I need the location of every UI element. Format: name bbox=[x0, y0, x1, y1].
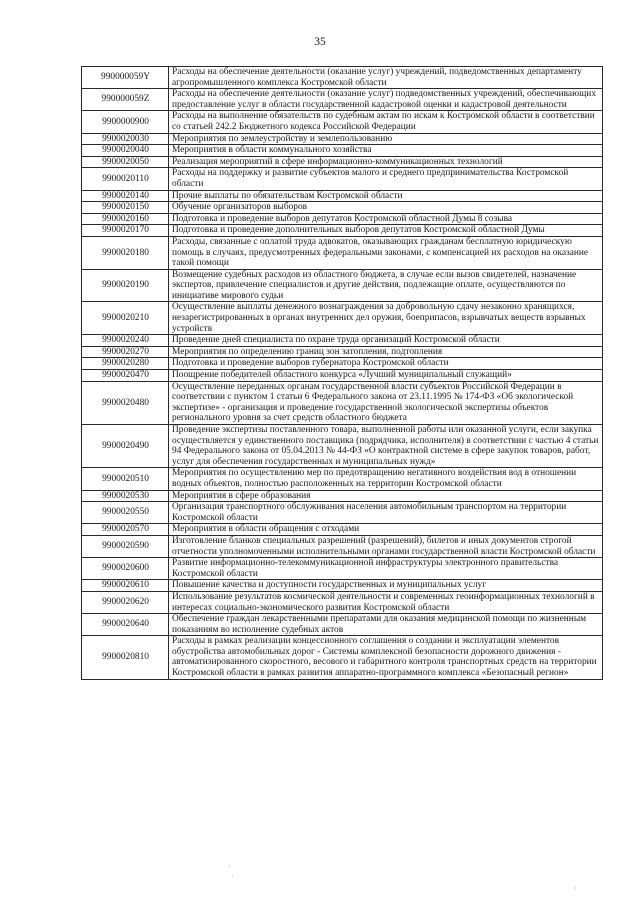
budget-code-cell: 9900020620 bbox=[82, 591, 169, 613]
scan-speck: · bbox=[228, 862, 231, 871]
table-row bbox=[82, 111, 603, 133]
table-body bbox=[82, 67, 603, 680]
budget-code-cell: 990000059Y bbox=[82, 67, 169, 89]
budget-code-cell: 9900020270 bbox=[82, 346, 169, 358]
table-row bbox=[82, 591, 603, 613]
budget-code-cell: 9900020550 bbox=[82, 502, 169, 524]
budget-code-cell: 9900020110 bbox=[82, 168, 169, 190]
table-row bbox=[82, 133, 603, 145]
expense-description-cell: Подготовка и проведение выборов губернатора Костромской области bbox=[169, 358, 603, 370]
expense-description-cell: Расходы в рамках реализации концессионного соглашения о создании и эксплуатации элементов обустройства автомобильных дорог - Системы комплексной безопасности дорожного движения - автоматизированного скоростного, весового и габаритного контроля транспортных средств на территории Костромской области в рамках развития аппаратно-программного комплекса «Безопасный регион» bbox=[169, 636, 603, 679]
budget-code-cell: 9900020610 bbox=[82, 580, 169, 592]
table-row bbox=[82, 202, 603, 214]
expense-description-cell: Мероприятия по осуществлению мер по предотвращению негативного воздействия вод в отношении водных объектов, полностью расположенных на территории Костромской области bbox=[169, 468, 603, 490]
expense-description-cell: Подготовка и проведение выборов депутатов Костромской областной Думы 8 созыва bbox=[169, 213, 603, 225]
table-row bbox=[82, 335, 603, 347]
budget-code-cell: 9900020150 bbox=[82, 202, 169, 214]
table-row bbox=[82, 213, 603, 225]
budget-code-cell: 9900020570 bbox=[82, 524, 169, 536]
scan-speck: · bbox=[231, 872, 234, 881]
budget-code-cell: 9900020190 bbox=[82, 269, 169, 302]
budget-code-cell: 9900020490 bbox=[82, 425, 169, 468]
table-row bbox=[82, 236, 603, 269]
budget-code-cell: 9900020640 bbox=[82, 614, 169, 636]
expense-description-cell: Мероприятия по определению границ зон затопления, подтопления bbox=[169, 346, 603, 358]
expense-description-cell: Мероприятия в области коммунального хозяйства bbox=[169, 145, 603, 157]
table-row bbox=[82, 145, 603, 157]
table-row bbox=[82, 168, 603, 190]
expense-description-cell: Расходы на обеспечение деятельности (оказание услуг) учреждений, подведомственных департаменту агропромышленного комплекса Костромской области bbox=[169, 67, 603, 89]
expense-description-cell: Мероприятия в области обращения с отходами bbox=[169, 524, 603, 536]
scan-speck: · bbox=[574, 884, 577, 893]
expense-description-cell: Прочие выплаты по обязательствам Костромской области bbox=[169, 190, 603, 202]
table-row bbox=[82, 67, 603, 89]
budget-code-cell: 9900020240 bbox=[82, 335, 169, 347]
expense-description-cell: Подготовка и проведение дополнительных выборов депутатов Костромской областной Думы bbox=[169, 225, 603, 237]
budget-code-cell: 9900020140 bbox=[82, 190, 169, 202]
page-number: 35 bbox=[314, 36, 326, 48]
budget-code-cell: 9900000900 bbox=[82, 111, 169, 133]
budget-code-cell: 9900020470 bbox=[82, 370, 169, 382]
expense-description-cell: Возмещение судебных расходов из областного бюджета, в случае если вызов свидетелей, назначение экспертов, привлечение специалистов и другие действия, подлежащие оплате, осуществляются по инициативе мирового судьи bbox=[169, 269, 603, 302]
budget-code-cell: 9900020050 bbox=[82, 156, 169, 168]
expense-description-cell: Использование результатов космической деятельности и современных геоинформационных технологий в интересах социально-экономического развития Костромской области bbox=[169, 591, 603, 613]
table-row bbox=[82, 636, 603, 679]
table-row bbox=[82, 269, 603, 302]
expense-description-cell: Осуществление выплаты денежного вознаграждения за добровольную сдачу незаконно хранящихся, незарегистрированных в органах внутренних дел оружия, боеприпасов, взрывчатых веществ взрывных устройств bbox=[169, 302, 603, 335]
expense-description-cell: Проведение экспертизы поставленного товара, выполненной работы или оказанной услуги, если закупка осуществляется у единственного поставщика (подрядчика, исполнителя) в соответствии с частью 4 статьи 94 Федерального закона от 05.04.2013 № 44-ФЗ «О контрактной системе в сфере закупок товаров, работ, услуг для обеспечения государственных и муниципальных нужд» bbox=[169, 425, 603, 468]
expense-description-cell: Поощрение победителей областного конкурса «Лучший муниципальный служащий» bbox=[169, 370, 603, 382]
budget-code-cell: 9900020510 bbox=[82, 468, 169, 490]
expense-description-cell: Расходы на поддержку и развитие субъектов малого и среднего предпринимательства Костромской области bbox=[169, 168, 603, 190]
table-row bbox=[82, 190, 603, 202]
table-row bbox=[82, 89, 603, 111]
budget-codes-table bbox=[81, 66, 603, 680]
expense-description-cell: Организация транспортного обслуживания населения автомобильным транспортом на территории Костромской области bbox=[169, 502, 603, 524]
budget-code-cell: 9900020590 bbox=[82, 535, 169, 557]
budget-code-cell: 9900020280 bbox=[82, 358, 169, 370]
table-row bbox=[82, 614, 603, 636]
expense-description-cell: Изготовление бланков специальных разрешений (разрешений), билетов и иных документов строгой отчетности уполномоченными исполнительными органами государственной власти Костромской области bbox=[169, 535, 603, 557]
expense-description-cell: Расходы, связанные с оплатой труда адвокатов, оказывающих гражданам бесплатную юридическую помощь в случаях, предусмотренных федеральными законами, с компенсацией их расходов на оказание такой помощи bbox=[169, 236, 603, 269]
expense-description-cell: Проведение дней специалиста по охране труда организаций Костромской области bbox=[169, 335, 603, 347]
table-row bbox=[82, 370, 603, 382]
table-row bbox=[82, 381, 603, 424]
budget-code-cell: 9900020170 bbox=[82, 225, 169, 237]
table-row bbox=[82, 558, 603, 580]
table-row bbox=[82, 302, 603, 335]
expense-description-cell: Реализация мероприятий в сфере информационно-коммуникационных технологий bbox=[169, 156, 603, 168]
table-row bbox=[82, 358, 603, 370]
table-row bbox=[82, 156, 603, 168]
budget-code-cell: 9900020530 bbox=[82, 490, 169, 502]
expense-description-cell: Расходы на выполнение обязательств по судебным актам по искам к Костромской области в соответствии со статьей 242.2 Бюджетного кодекса Российской Федерации bbox=[169, 111, 603, 133]
expense-description-cell: Мероприятия в сфере образования bbox=[169, 490, 603, 502]
budget-code-cell: 990000059Z bbox=[82, 89, 169, 111]
table-row bbox=[82, 502, 603, 524]
table-row bbox=[82, 225, 603, 237]
expense-description-cell: Повышение качества и доступности государственных и муниципальных услуг bbox=[169, 580, 603, 592]
budget-code-cell: 9900020040 bbox=[82, 145, 169, 157]
budget-code-cell: 9900020600 bbox=[82, 558, 169, 580]
table-row bbox=[82, 346, 603, 358]
table-row bbox=[82, 490, 603, 502]
expense-description-cell: Мероприятия по землеустройству и землепользованию bbox=[169, 133, 603, 145]
expense-description-cell: Развитие информационно-телекоммуникационной инфраструктуры электронного правительства Костромской области bbox=[169, 558, 603, 580]
table-row bbox=[82, 468, 603, 490]
table-row bbox=[82, 425, 603, 468]
budget-code-cell: 9900020210 bbox=[82, 302, 169, 335]
budget-code-cell: 9900020480 bbox=[82, 381, 169, 424]
budget-code-cell: 9900020180 bbox=[82, 236, 169, 269]
expense-description-cell: Расходы на обеспечение деятельности (оказание услуг) подведомственных учреждений, обеспечивающих предоставление услуг в области государственной кадастровой оценки и кадастровой деятельности bbox=[169, 89, 603, 111]
expense-description-cell: Осуществление переданных органам государственной власти субъектов Российской Федерации в соответствии с пунктом 1 статьи 6 Федерального закона от 23.11.1995 № 174-ФЗ «Об экологической экспертизе» - организация и проведение государственной экологической экспертизы объектов регионального уровня за счет средств областного бюджета bbox=[169, 381, 603, 424]
table-row bbox=[82, 580, 603, 592]
expense-description-cell: Обучение организаторов выборов bbox=[169, 202, 603, 214]
budget-code-cell: 9900020030 bbox=[82, 133, 169, 145]
budget-code-cell: 9900020810 bbox=[82, 636, 169, 679]
table-row bbox=[82, 524, 603, 536]
expense-description-cell: Обеспечение граждан лекарственными препаратами для оказания медицинской помощи по жизненным показаниям во исполнение судебных актов bbox=[169, 614, 603, 636]
table-row bbox=[82, 535, 603, 557]
budget-code-cell: 9900020160 bbox=[82, 213, 169, 225]
